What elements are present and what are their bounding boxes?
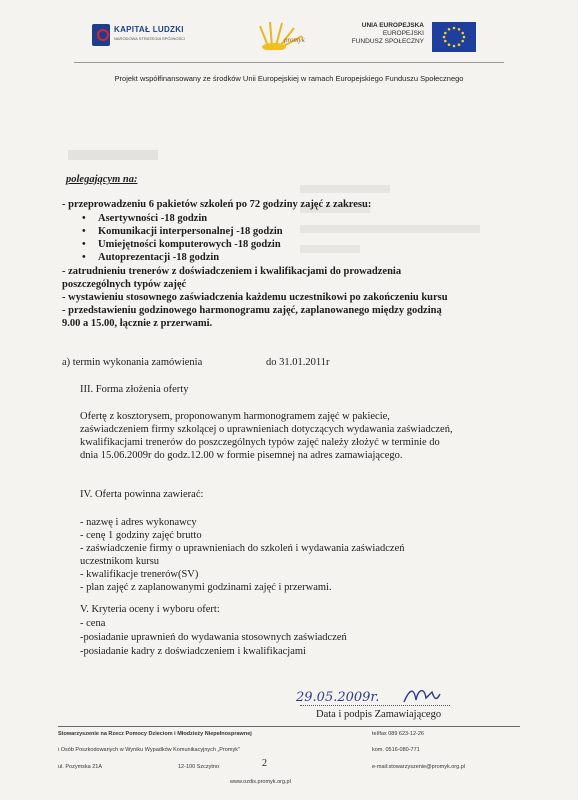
header-divider	[74, 62, 504, 63]
project-funding-line: Projekt współfinansowany ze środków Unii Europejskiej w ramach Europejskiego Funduszu Społecznego	[114, 74, 464, 83]
section3-line: kwalifikacjami trenerów do poszczególnych typów zajęć należy złożyć w terminie do	[80, 437, 440, 448]
bleed-through-mark	[300, 245, 360, 253]
footer-org-line1: Stowarzyszenie na Rzecz Pomocy Dzieciom i Młodzieży Niepełnosprawnej	[58, 731, 252, 737]
section5-heading: V. Kryteria oceny i wyboru ofert:	[80, 604, 220, 615]
footer-org-line2: i Osób Poszkodowanych w Wyniku Wypadków Komunikacyjnych „Promyk”	[58, 747, 240, 753]
ue-line3: FUNDUSZ SPOŁECZNY	[351, 38, 424, 45]
bleed-through-mark	[68, 150, 158, 160]
intro-line: - zatrudnieniu trenerów z doświadczeniem i kwalifikacjami do prowadzenia	[62, 266, 402, 277]
promyk-label: promyk	[284, 36, 305, 44]
section4-line: - plan zajęć z zaplanowanymi godzinami zajęć i przerwami.	[80, 582, 332, 593]
term-value: do 31.01.2011r	[266, 357, 330, 368]
intro-line: 9.00 a 15.00, łącznie z przerwami.	[62, 318, 213, 329]
footer-divider	[58, 726, 520, 727]
section4-line: - nazwę i adres wykonawcy	[80, 517, 197, 528]
section5-line: -posiadanie kadry z doświadczeniem i kwalifikacjami	[80, 646, 306, 657]
list-item: • Asertywności -18 godzin	[98, 212, 207, 225]
kapital-ludzki-logo	[92, 22, 222, 50]
section5-line: - cena	[80, 618, 106, 629]
eu-flag-icon	[432, 22, 476, 52]
list-item: • Komunikacji interpersonalnej -18 godzin	[98, 225, 283, 238]
ue-text-block	[332, 22, 424, 46]
term-label: a) termin wykonania zamówienia	[62, 357, 203, 368]
bleed-through-mark	[300, 185, 390, 193]
kapital-ludzki-icon	[92, 24, 110, 46]
footer-email: e-mail:stowarzyszenie@promyk.org.pl	[372, 764, 466, 770]
footer-city: 12-100 Szczytno	[178, 764, 219, 770]
list-item: • Autoprezentacji -18 godzin	[98, 251, 219, 264]
footer-tel: tel/fax 089 623-12-26	[372, 731, 424, 737]
signature-date: 29.05.2009r.	[296, 690, 380, 705]
kl-subtitle: NARODOWA STRATEGIA SPÓJNOŚCI	[114, 36, 186, 41]
section3-heading: III. Forma złożenia oferty	[80, 384, 189, 395]
section3-line: dnia 15.06.2009r do godz.12.00 w formie pisemnej na adres zamawiającego.	[80, 450, 403, 461]
footer-www: www.ozdis.promyk.org.pl	[230, 779, 291, 785]
section5-line: -posiadanie uprawnień do wydawania stosownych zaświadczeń	[80, 632, 347, 643]
intro-line: poszczególnych typów zajęć	[62, 279, 187, 290]
intro-heading: polegającym na:	[66, 174, 138, 185]
ue-line2: EUROPEJSKI	[382, 30, 424, 37]
signature-label: Data i podpis Zamawiającego	[316, 709, 442, 720]
sun-icon	[258, 20, 314, 50]
section4-line: - cenę 1 godziny zajęć brutto	[80, 530, 202, 541]
promyk-logo	[258, 20, 314, 50]
section3-line: Ofertę z kosztorysem, proponowanym harmonogramem zajęć w pakiecie,	[80, 411, 390, 422]
list-item: • Umiejętności komputerowych -18 godzin	[98, 238, 281, 251]
page-number: 2	[262, 758, 267, 769]
footer-address: ul. Pozymska 21A	[58, 764, 103, 770]
section3-line: zaświadczeniem firmy szkolącej o uprawnieniach dotyczących wydawania zaświadczeń,	[80, 424, 453, 435]
signature-line	[300, 705, 450, 706]
section4-line: uczestnikom kursu	[80, 556, 160, 567]
bleed-through-mark	[300, 225, 480, 233]
ue-line1: UNIA EUROPEJSKA	[361, 22, 424, 29]
section4-line: - zaświadczenie firmy o uprawnieniach do szkoleń i wydawania zaświadczeń	[80, 543, 405, 554]
intro-line: - przedstawieniu godzinowego harmonogramu zajęć, zaplanowanego między godziną	[62, 305, 442, 316]
section4-line: - kwalifikacje trenerów(SV)	[80, 569, 199, 580]
intro-lead: - przeprowadzeniu 6 pakietów szkoleń po 72 godziny zajęć z zakresu:	[62, 199, 372, 210]
kl-title: KAPITAŁ LUDZKI	[114, 25, 184, 34]
section4-heading: IV. Oferta powinna zawierać:	[80, 489, 204, 500]
intro-line: - wystawieniu stosownego zaświadczenia każdemu uczestnikowi po zakończeniu kursu	[62, 292, 448, 303]
footer-kom: kom. 0516-080-771	[372, 747, 420, 753]
